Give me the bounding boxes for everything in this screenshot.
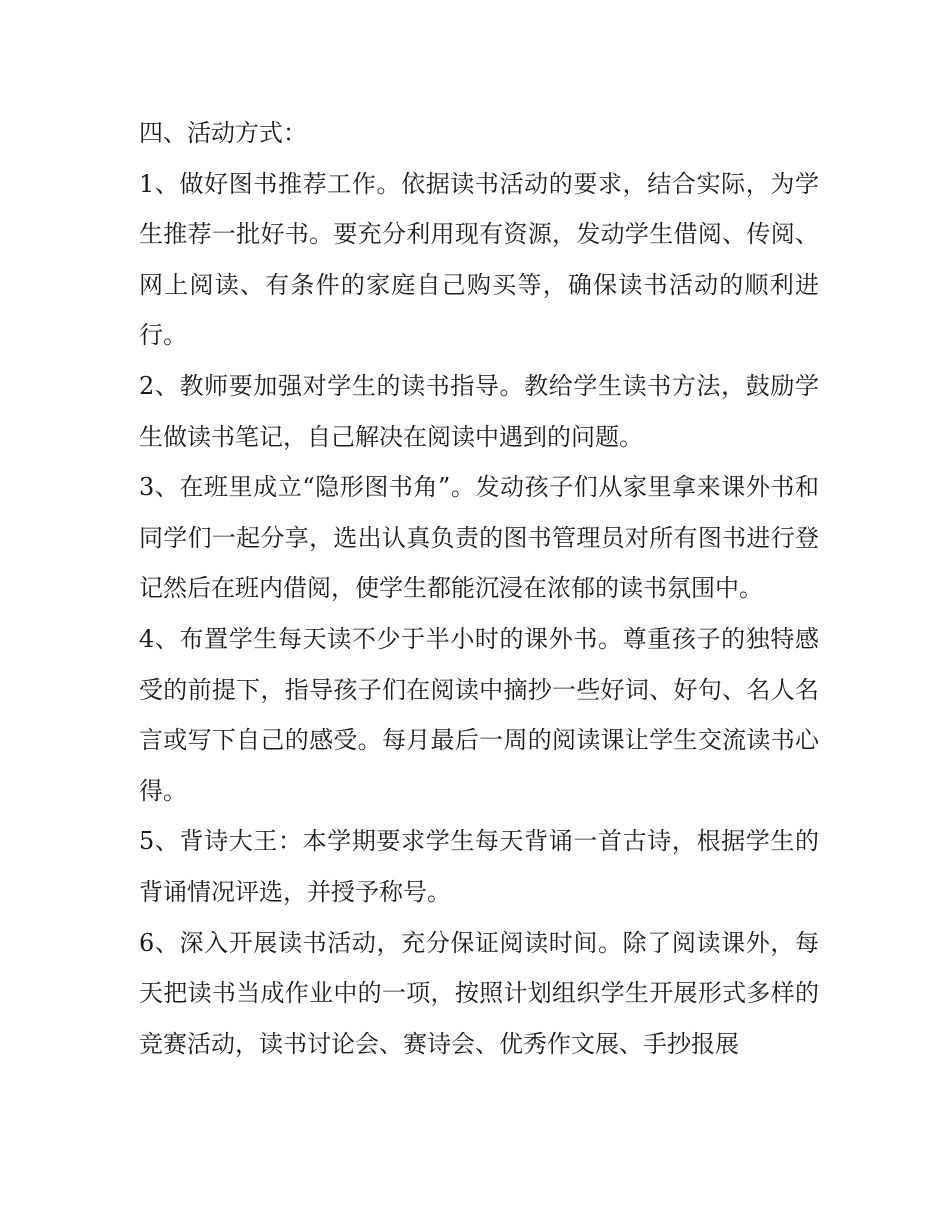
document-body — [139, 108, 819, 1069]
paragraph-1: 1、做好图书推荐工作。依据读书活动的要求，结合实际，为学生推荐一批好书。要充分利用现有资源，发动学生借阅、传阅、网上阅读、有条件的家庭自己购买等，确保读书活动的顺利进行。 — [139, 169, 819, 350]
paragraph-3: 3、在班里成立“隐形图书角”。发动孩子们从家里拿来课外书和同学们一起分享，选出认真负责的图书管理员对所有图书进行登记然后在班内借阅，使学生都能沉浸在浓郁的读书氛围中。 — [139, 473, 819, 603]
paragraph-6: 6、深入开展读书活动，充分保证阅读时间。除了阅读课外，每天把读书当成作业中的一项，按照计划组织学生开展形式多样的竞赛活动，读书讨论会、赛诗会、优秀作文展、手抄报展 — [139, 928, 819, 1058]
paragraph-4: 4、布置学生每天读不少于半小时的课外书。尊重孩子的独特感受的前提下，指导孩子们在阅读中摘抄一些好词、好句、名人名言或写下自己的感受。每月最后一周的阅读课让学生交流读书心得。 — [139, 624, 819, 805]
section-heading: 四、活动方式： — [139, 119, 307, 147]
paragraph-5: 5、背诗大王：本学期要求学生每天背诵一首古诗，根据学生的背诵情况评选，并授予称号。 — [139, 827, 819, 906]
paragraph-2: 2、教师要加强对学生的读书指导。教给学生读书方法，鼓励学生做读书笔记，自己解决在阅读中遇到的问题。 — [139, 371, 819, 451]
